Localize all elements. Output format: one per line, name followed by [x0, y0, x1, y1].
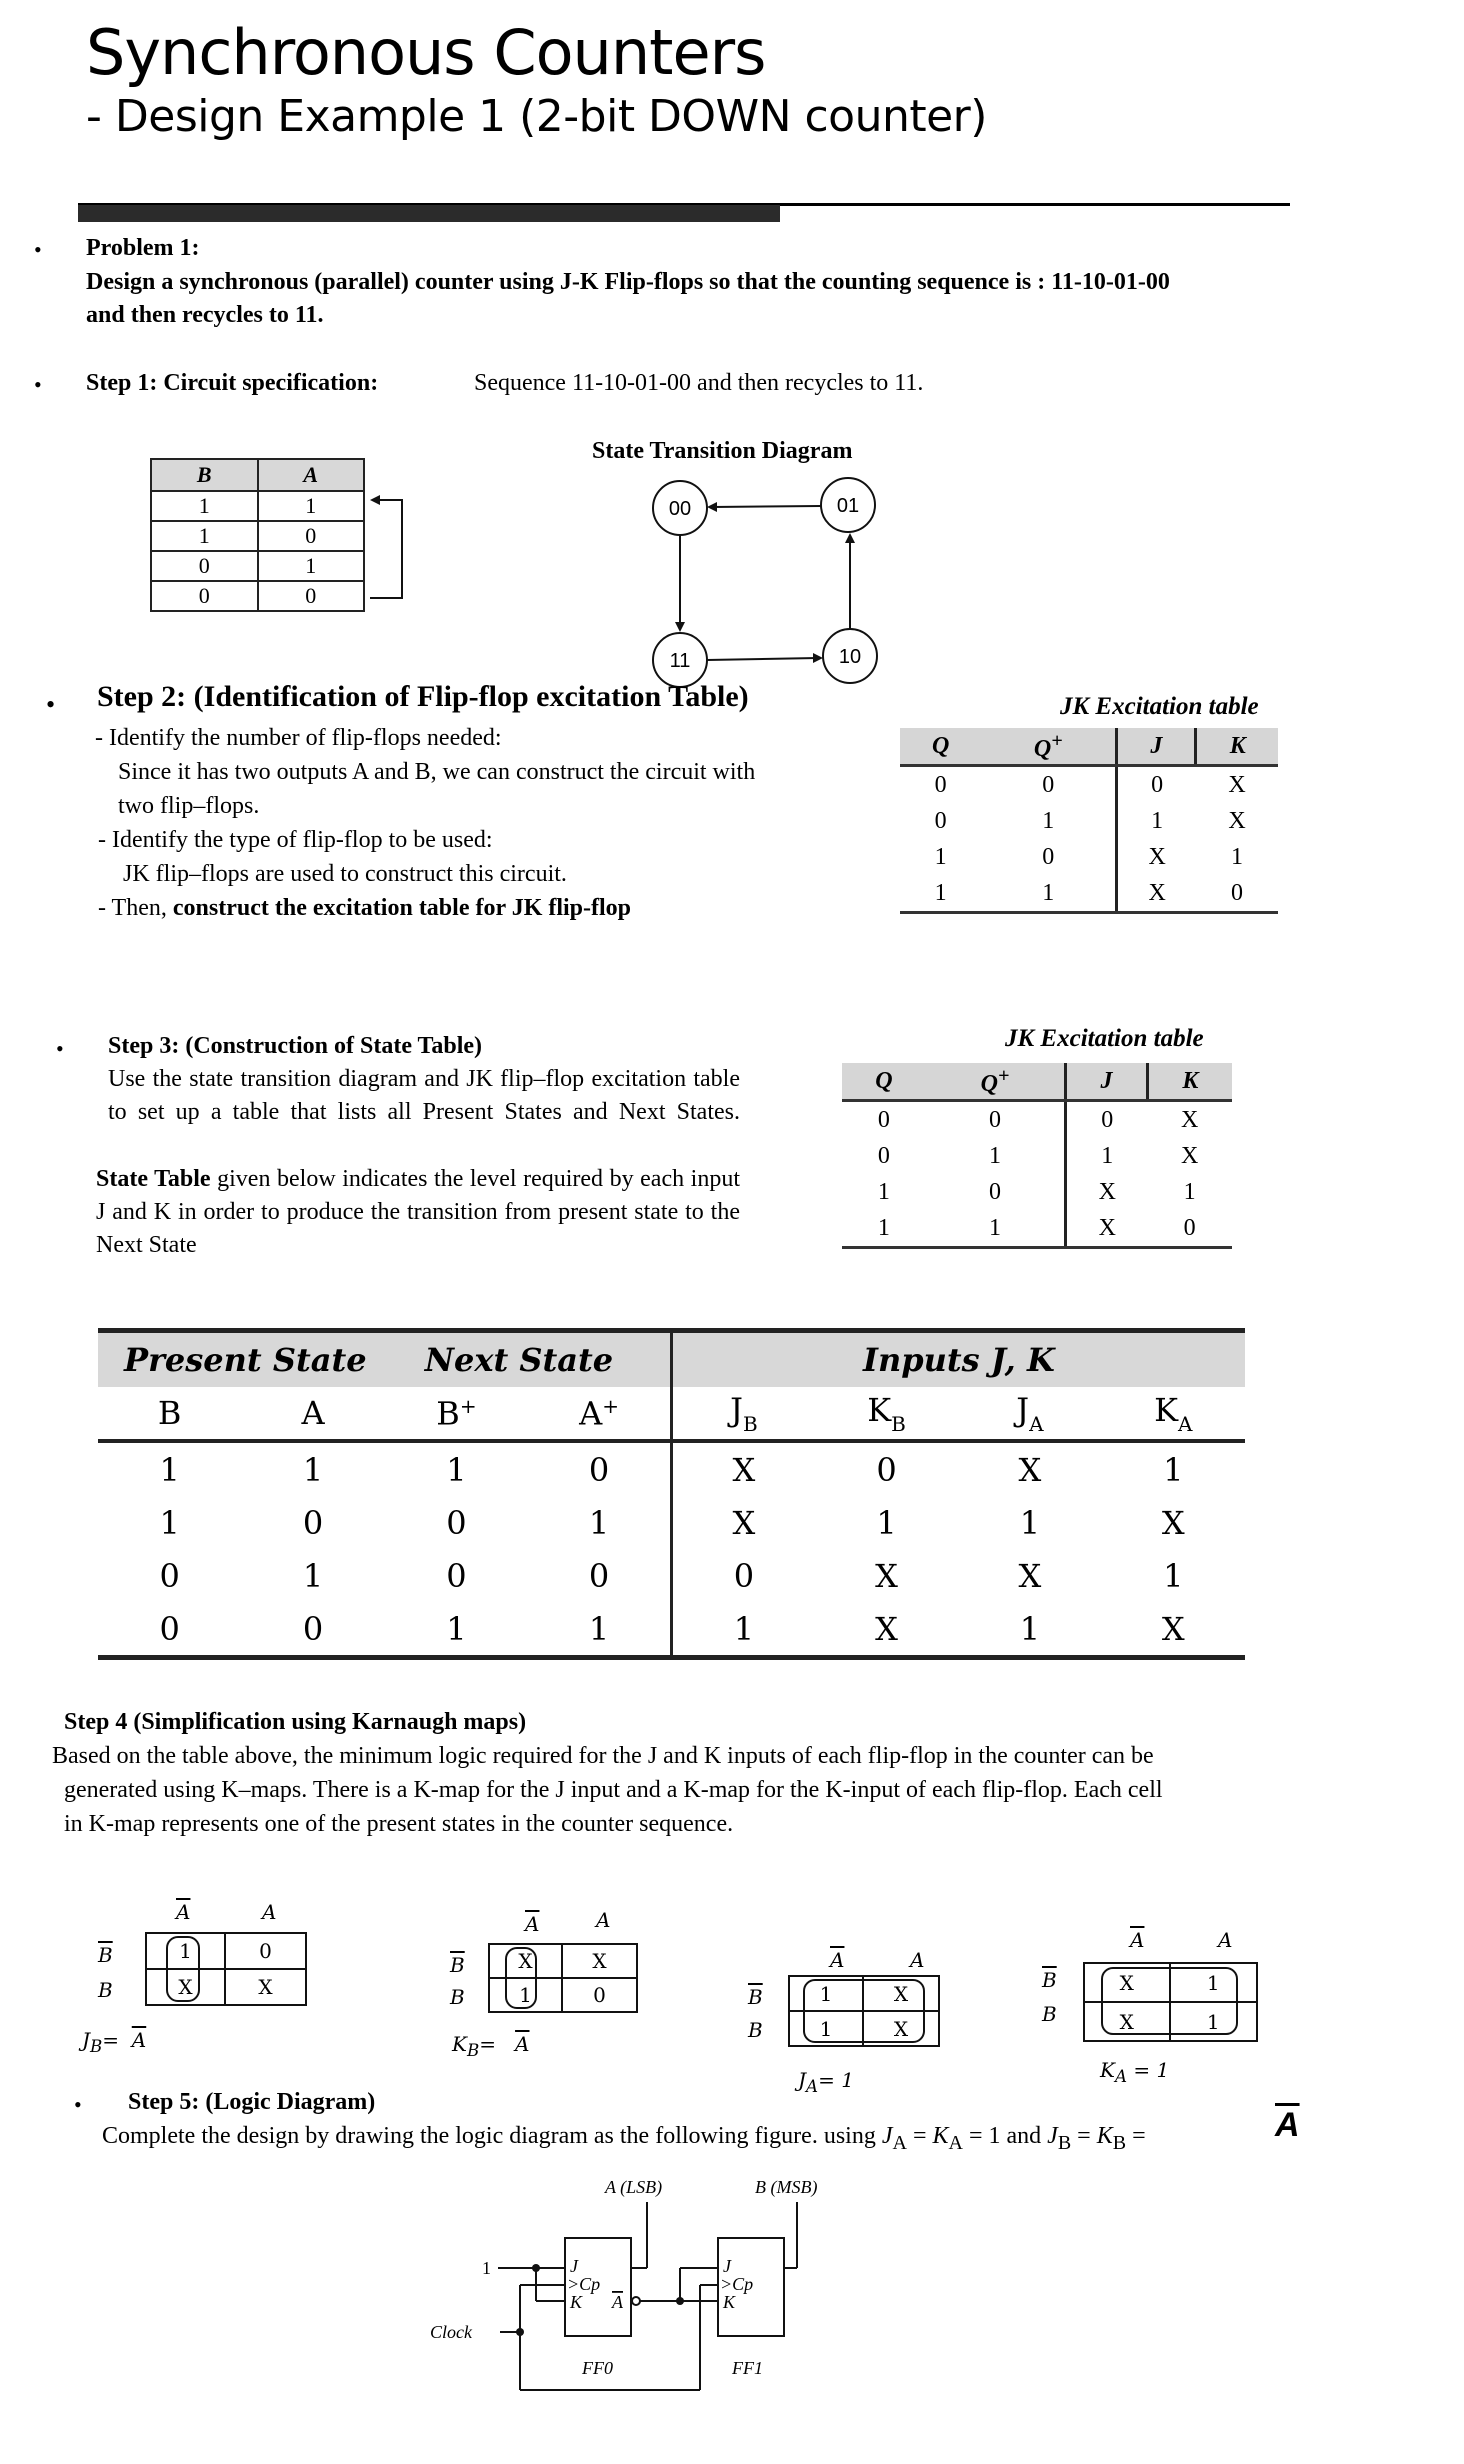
table-row	[900, 875, 1278, 913]
col-label-a-bar: $\overline{A}$	[525, 1912, 540, 1936]
kmap-result: $K_B= \overline{A}$	[452, 2032, 530, 2060]
eq-mid: = 1 and	[962, 2123, 1048, 2149]
step4-heading: Step 4 (Simplification using Karnaugh maps)	[64, 1709, 527, 1735]
cell: 0	[1066, 1101, 1148, 1139]
table-row	[151, 491, 364, 521]
output-a-label: A (LSB)	[605, 2177, 663, 2197]
problem-line-2: and then recycles to 11.	[86, 302, 324, 328]
q-label: Q	[1033, 735, 1052, 762]
cell: 1	[1117, 803, 1196, 839]
kmap-cell: 1	[147, 1934, 226, 1970]
ff1-label: FF1	[732, 2358, 763, 2378]
cell: 1	[926, 1210, 1066, 1248]
col-label-a: A	[910, 1948, 925, 1972]
table-row	[98, 1549, 1245, 1602]
input-one-label: 1	[482, 2258, 491, 2278]
bullet: •	[56, 1036, 64, 1061]
logic-diagram	[420, 2160, 840, 2400]
col-a	[241, 1387, 384, 1441]
row-label-b: B	[450, 1985, 465, 2009]
cell: 0	[877, 1142, 890, 1169]
table-row	[98, 1602, 1245, 1658]
state-10: 10	[838, 646, 862, 668]
q-plus: +	[1051, 729, 1063, 752]
kmap-cell: 1	[790, 1977, 864, 2012]
cell: 0	[151, 581, 258, 611]
eq-j: J	[881, 2123, 893, 2149]
excitation-caption: JK Excitation table	[1060, 693, 1259, 720]
kmap-cell: X	[1085, 1964, 1171, 2003]
eq-sub: A	[892, 2131, 907, 2154]
cell: 1	[934, 843, 947, 870]
col-sub: A	[1029, 1411, 1044, 1436]
cell: 0	[934, 771, 947, 798]
bullet: •	[34, 372, 42, 397]
bullet: •	[46, 690, 56, 719]
table-row	[842, 1210, 1232, 1248]
cell: X	[1181, 1106, 1199, 1133]
eq-j: J	[1047, 2123, 1058, 2149]
group-inputs: Inputs J, K	[672, 1331, 1246, 1388]
clock-label: Clock	[430, 2322, 472, 2342]
table-row	[900, 839, 1278, 875]
eq-sub: B	[1057, 2131, 1072, 2154]
page-subtitle: - Design Example 1 (2-bit DOWN counter)	[86, 91, 987, 142]
col-label-a-bar: $\overline{A}$	[176, 1900, 191, 1924]
col-header: K	[1147, 1063, 1232, 1101]
page-title: Synchronous Counters	[86, 16, 766, 89]
row-label-b: B	[1042, 2002, 1057, 2026]
state-01: 01	[836, 495, 860, 517]
bullet: •	[34, 237, 42, 262]
excitation-caption-2: JK Excitation table	[1005, 1025, 1204, 1052]
cell: 1	[1183, 1178, 1196, 1205]
col-sub: A	[1178, 1411, 1193, 1436]
col-header: Q	[842, 1063, 926, 1101]
cell: 0	[302, 1503, 324, 1542]
cell: 1	[258, 491, 365, 521]
cell: 1	[989, 1142, 1002, 1169]
bullet: •	[74, 2092, 82, 2117]
ff0-pin-abar: A	[612, 2292, 623, 2312]
kmap-loop	[505, 1947, 537, 2009]
cell: 1	[528, 1602, 671, 1658]
step3-para1: Use the state transition diagram and JK flip–flop excitation table to set up a table that lists all Present States and Next States.	[108, 1066, 740, 1125]
eq-k: K	[1096, 2123, 1113, 2149]
cell: X	[1228, 807, 1246, 834]
step2-heading: Step 2: (Identification of Flip-flop excitation Table)	[97, 680, 749, 713]
col-sub: B	[891, 1411, 906, 1436]
col-header: Q	[900, 728, 981, 766]
kmap-cell: 1	[1206, 2009, 1220, 2034]
cell: 1	[1163, 1556, 1184, 1595]
group-next-state: Next State	[385, 1331, 672, 1388]
cell: X	[1228, 771, 1246, 798]
cell: X	[1018, 1556, 1042, 1595]
cell: X	[875, 1556, 898, 1595]
col-jb	[672, 1387, 815, 1441]
cell: 1	[258, 551, 365, 581]
col-label: B	[436, 1394, 460, 1433]
kmap-cell: X	[147, 1970, 226, 2004]
col-label: J	[1016, 1390, 1030, 1429]
problem-line-1: Design a synchronous (parallel) counter using J-K Flip-flops so that the counting sequence is : 11-10-01-00	[86, 269, 1170, 295]
row-label-b: B	[748, 2018, 763, 2042]
ff0-pin-k: K	[570, 2292, 583, 2312]
table-row	[842, 1174, 1232, 1210]
cell: 0	[258, 581, 365, 611]
cell: 0	[98, 1602, 241, 1658]
cell: 1	[1066, 1138, 1148, 1174]
col-label: J	[730, 1390, 743, 1429]
cell: 0	[989, 1106, 1002, 1133]
table-row	[900, 766, 1278, 804]
table-row	[842, 1138, 1232, 1174]
cell: 1	[1230, 843, 1243, 870]
kmap-cell: 1	[790, 2012, 864, 2045]
col-label-a-bar: $\overline{A}$	[1130, 1928, 1145, 1952]
col-label: K	[1154, 1390, 1179, 1429]
kmap-result: $J_A= 1$	[798, 2068, 854, 2096]
cell: 1	[958, 1602, 1101, 1658]
cell: 1	[385, 1602, 528, 1658]
step2-line: - Identify the type of flip-flop to be used:	[98, 827, 493, 853]
cell: 0	[241, 1602, 384, 1658]
step2-line-prefix: - Then,	[98, 895, 173, 921]
step2-line: Since it has two outputs A and B, we can construct the circuit with	[118, 759, 756, 785]
col-header: K	[1196, 728, 1278, 766]
row-label-b-bar: $\overline{B}$	[748, 1985, 763, 2009]
kmap-cell: 1	[1171, 1964, 1257, 2003]
col-label-a: A	[596, 1908, 611, 1932]
cell: 0	[877, 1106, 890, 1133]
cell: 0	[159, 1556, 180, 1595]
step4-line-3: in K-map represents one of the present states in the counter sequence.	[64, 1811, 734, 1837]
kmap-loop	[803, 1979, 925, 2043]
table-row	[900, 803, 1278, 839]
col-ka	[1102, 1387, 1245, 1441]
sequence-table	[150, 458, 365, 612]
table-row	[151, 581, 364, 611]
output-b-label: B (MSB)	[755, 2177, 818, 2197]
cell: 0	[588, 1556, 610, 1595]
cell: 0	[1042, 843, 1055, 870]
step5-text-main: Complete the design by drawing the logic diagram as the following figure. using	[102, 2123, 882, 2149]
table-row	[151, 521, 364, 551]
kmap-cell: X	[1085, 2003, 1171, 2040]
cell: 0	[1147, 1210, 1232, 1248]
cell: 0	[1042, 771, 1055, 798]
col-label-a-bar: $\overline{A}$	[830, 1948, 845, 1972]
cell: X	[1117, 839, 1196, 875]
row-label-b-bar: $\overline{B}$	[98, 1943, 113, 1967]
step2-line: two flip–flops.	[118, 793, 260, 819]
table-row	[842, 1101, 1232, 1139]
kmap-loop	[1101, 1967, 1238, 2035]
step2-line: JK flip–flops are used to construct this circuit.	[123, 861, 567, 887]
table-row	[98, 1496, 1245, 1549]
cell: 0	[1117, 766, 1196, 804]
col-header: J	[1117, 728, 1196, 766]
ff0-pin-cp: >Cp	[567, 2274, 601, 2294]
row-label-b-bar: $\overline{B}$	[1042, 1968, 1057, 1992]
kmap-cell: X	[563, 1945, 636, 1979]
cell: 1	[876, 1503, 897, 1542]
kmap-cell: 0	[226, 1934, 305, 1970]
col-label: A	[301, 1394, 325, 1432]
col-header	[926, 1063, 1066, 1101]
excitation-table	[900, 728, 1278, 914]
ff0-pin-j: J	[570, 2256, 578, 2276]
step1-label: Step 1: Circuit specification:	[86, 370, 379, 396]
cell: 1	[842, 1210, 926, 1248]
cell: 1	[159, 1450, 180, 1489]
cell: 1	[672, 1602, 815, 1658]
row-label-b-bar: $\overline{B}$	[450, 1953, 465, 1977]
cell: X	[1161, 1503, 1185, 1542]
header-rule-thick	[78, 205, 780, 222]
diagram-title: State Transition Diagram	[592, 438, 853, 464]
group-present-state: Present State	[98, 1331, 385, 1388]
cell: 1	[981, 875, 1117, 913]
kmap-result: $K_A = 1$	[1100, 2058, 1170, 2086]
step2-line: - Identify the number of flip-flops needed:	[95, 725, 502, 751]
cell: X	[1066, 1174, 1148, 1210]
cell: X	[1066, 1210, 1148, 1248]
ff1-pin-j: J	[723, 2256, 731, 2276]
col-label: B	[157, 1394, 182, 1432]
cell: 1	[588, 1503, 610, 1542]
col-sup: +	[459, 1393, 477, 1418]
recycle-arrow-icon	[366, 490, 416, 610]
cell: 0	[989, 1178, 1002, 1205]
state-table	[98, 1328, 1245, 1660]
step5-heading: Step 5: (Logic Diagram)	[128, 2089, 376, 2115]
cell: 1	[1019, 1503, 1041, 1542]
cell: 0	[672, 1549, 815, 1602]
cell: 1	[151, 521, 258, 551]
step3-para2	[96, 1163, 740, 1262]
col-label: K	[867, 1390, 892, 1429]
step5-text: Complete the design by drawing the logic diagram as the following figure. using $J_A = K_A = 1$ and $J_B = K_B$ =	[102, 2123, 1146, 2154]
state-transition-diagram	[640, 470, 890, 700]
cell: 1	[159, 1503, 180, 1542]
col-sub: B	[743, 1411, 758, 1436]
cell: 1	[302, 1556, 324, 1595]
cell: 0	[1196, 875, 1278, 913]
cell: X	[1102, 1602, 1245, 1658]
kmap-cell: 1	[490, 1979, 563, 2011]
table-row	[98, 1441, 1245, 1496]
kmap-cell: X	[864, 1977, 938, 2012]
col-header: A	[258, 459, 365, 491]
col-b-next	[385, 1387, 528, 1441]
step1-text: Sequence 11-10-01-00 and then recycles to 11.	[474, 370, 924, 396]
kmap-cell: X	[893, 2016, 909, 2041]
step2-line-bold: construct the excitation table for JK flip-flop	[172, 895, 632, 921]
cell: 1	[1163, 1450, 1184, 1489]
kmap-cell: X	[258, 1975, 273, 1999]
cell: X	[1117, 875, 1196, 913]
eq-sub: A	[948, 2131, 963, 2154]
q-plus: +	[997, 1064, 1010, 1087]
eq-a-bar: $\overline{A}$	[1275, 2106, 1300, 2144]
cell: 0	[151, 551, 258, 581]
cell: 1	[900, 875, 981, 913]
col-label: A	[579, 1394, 603, 1433]
cell: 0	[876, 1450, 897, 1489]
eq-k: K	[932, 2123, 949, 2149]
col-a-next	[528, 1387, 671, 1441]
q-label: Q	[980, 1070, 998, 1097]
cell: 0	[588, 1450, 610, 1489]
kmap-cell: X	[490, 1945, 563, 1979]
cell: 0	[934, 807, 947, 834]
col-label-a: A	[262, 1900, 277, 1924]
kmap-cell: 0	[593, 1983, 606, 2007]
step2-line-last	[98, 892, 631, 925]
cell: 1	[302, 1450, 324, 1489]
col-ja	[958, 1387, 1101, 1441]
cell: 1	[151, 491, 258, 521]
col-header: B	[151, 459, 258, 491]
ff1-pin-cp: >Cp	[720, 2274, 754, 2294]
cell: X	[672, 1441, 815, 1496]
cell: 1	[877, 1178, 890, 1205]
step3-heading: Step 3: (Construction of State Table)	[108, 1033, 483, 1059]
state-11: 11	[669, 650, 691, 672]
col-kb	[815, 1387, 958, 1441]
excitation-table-2	[842, 1063, 1232, 1249]
ff0-label: FF0	[582, 2358, 613, 2378]
cell: X	[1018, 1450, 1042, 1489]
cell: 1	[446, 1450, 467, 1489]
state-00: 00	[668, 498, 692, 520]
col-header	[981, 728, 1117, 766]
cell: 1	[1042, 807, 1055, 834]
col-label-a: A	[1218, 1928, 1233, 1952]
state-table-bold: State Table	[96, 1166, 211, 1192]
cell: 0	[446, 1556, 467, 1595]
cell: X	[815, 1602, 958, 1658]
cell: 0	[258, 521, 365, 551]
cell: 0	[446, 1503, 467, 1542]
problem-label: Problem 1:	[86, 235, 200, 261]
row-label-b: B	[98, 1978, 113, 2002]
eq-sub: B	[1112, 2131, 1127, 2154]
cell: X	[672, 1496, 815, 1549]
col-b	[98, 1387, 241, 1441]
kmap-result: $J_B= \overline{A}$	[82, 2028, 147, 2056]
step3-para2-text: given below indicates the level required by each input J and K in order to produce the transition from present state to the Next State	[96, 1166, 740, 1258]
ff1-pin-k: K	[723, 2292, 736, 2312]
step4-line-1: Based on the table above, the minimum logic required for the J and K inputs of each flip-flop in the counter can be	[52, 1743, 1154, 1769]
step4-line-2: generated using K–maps. There is a K-map for the J input and a K-map for the K-input of each flip-flop. Each cell	[64, 1777, 1163, 1803]
col-header: J	[1066, 1063, 1148, 1101]
col-sup: +	[602, 1393, 619, 1418]
kmap-loop	[166, 1936, 200, 2002]
cell: X	[1181, 1142, 1199, 1169]
table-row	[151, 551, 364, 581]
